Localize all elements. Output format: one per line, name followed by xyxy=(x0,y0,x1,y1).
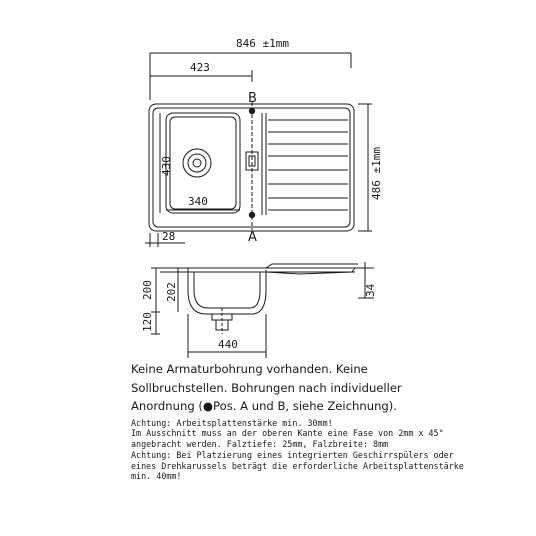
bowl-inner-width-label: 440 xyxy=(218,338,238,351)
section-view xyxy=(151,262,374,358)
section-202-label: 202 xyxy=(165,282,178,302)
installation-notes xyxy=(131,360,527,482)
bowl-width-label: 340 xyxy=(188,195,208,208)
warning-line-1: Achtung: Arbeitsplattenstärke min. 30mm! xyxy=(131,417,333,428)
notes-line-3-suffix: Pos. A und B, siehe Zeichnung). xyxy=(213,399,397,413)
warning-line-3: angebracht werden. Falztiefe: 25mm, Falzbreite: 8mm xyxy=(131,439,389,450)
warning-line-5: eines Drehkarussels beträgt die erforderliche Arbeitsplattenstärke xyxy=(131,460,464,471)
bowl-height-label: 430 xyxy=(160,156,173,176)
notes-line-3-prefix: Anordnung ( xyxy=(131,399,203,413)
marker-b-label: B xyxy=(248,91,257,106)
drain-icon xyxy=(183,149,211,177)
edge-offset-label: 28 xyxy=(162,230,176,243)
notes-line-1: Keine Armaturbohrung vorhanden. Keine xyxy=(131,362,368,376)
section-120-label: 120 xyxy=(141,312,154,332)
overflow-icon xyxy=(246,152,258,170)
warning-notes xyxy=(131,418,527,483)
overall-depth-label: 486 ±1mm xyxy=(370,147,383,200)
bullet-icon: ● xyxy=(202,399,214,413)
warning-line-2: Im Ausschnitt muss an der oberen Kante eine Fase von 2mm x 45° xyxy=(131,428,444,439)
overall-width-label: 846 ±1mm xyxy=(236,37,289,50)
marker-a-label: A xyxy=(248,230,257,245)
half-width-label: 423 xyxy=(190,61,210,74)
section-200-label: 200 xyxy=(141,280,154,300)
section-34-label: 34 xyxy=(364,283,377,297)
position-b-dot xyxy=(249,108,255,114)
top-view xyxy=(145,53,372,247)
warning-line-4: Achtung: Bei Platzierung eines integrierten Geschirrspülers oder xyxy=(131,449,454,460)
notes-line-2: Sollbruchstellen. Bohrungen nach individueller xyxy=(131,380,402,395)
position-a-dot xyxy=(249,212,255,218)
warning-line-6: min. 40mm! xyxy=(131,471,182,482)
notes-line-3 xyxy=(131,397,527,416)
